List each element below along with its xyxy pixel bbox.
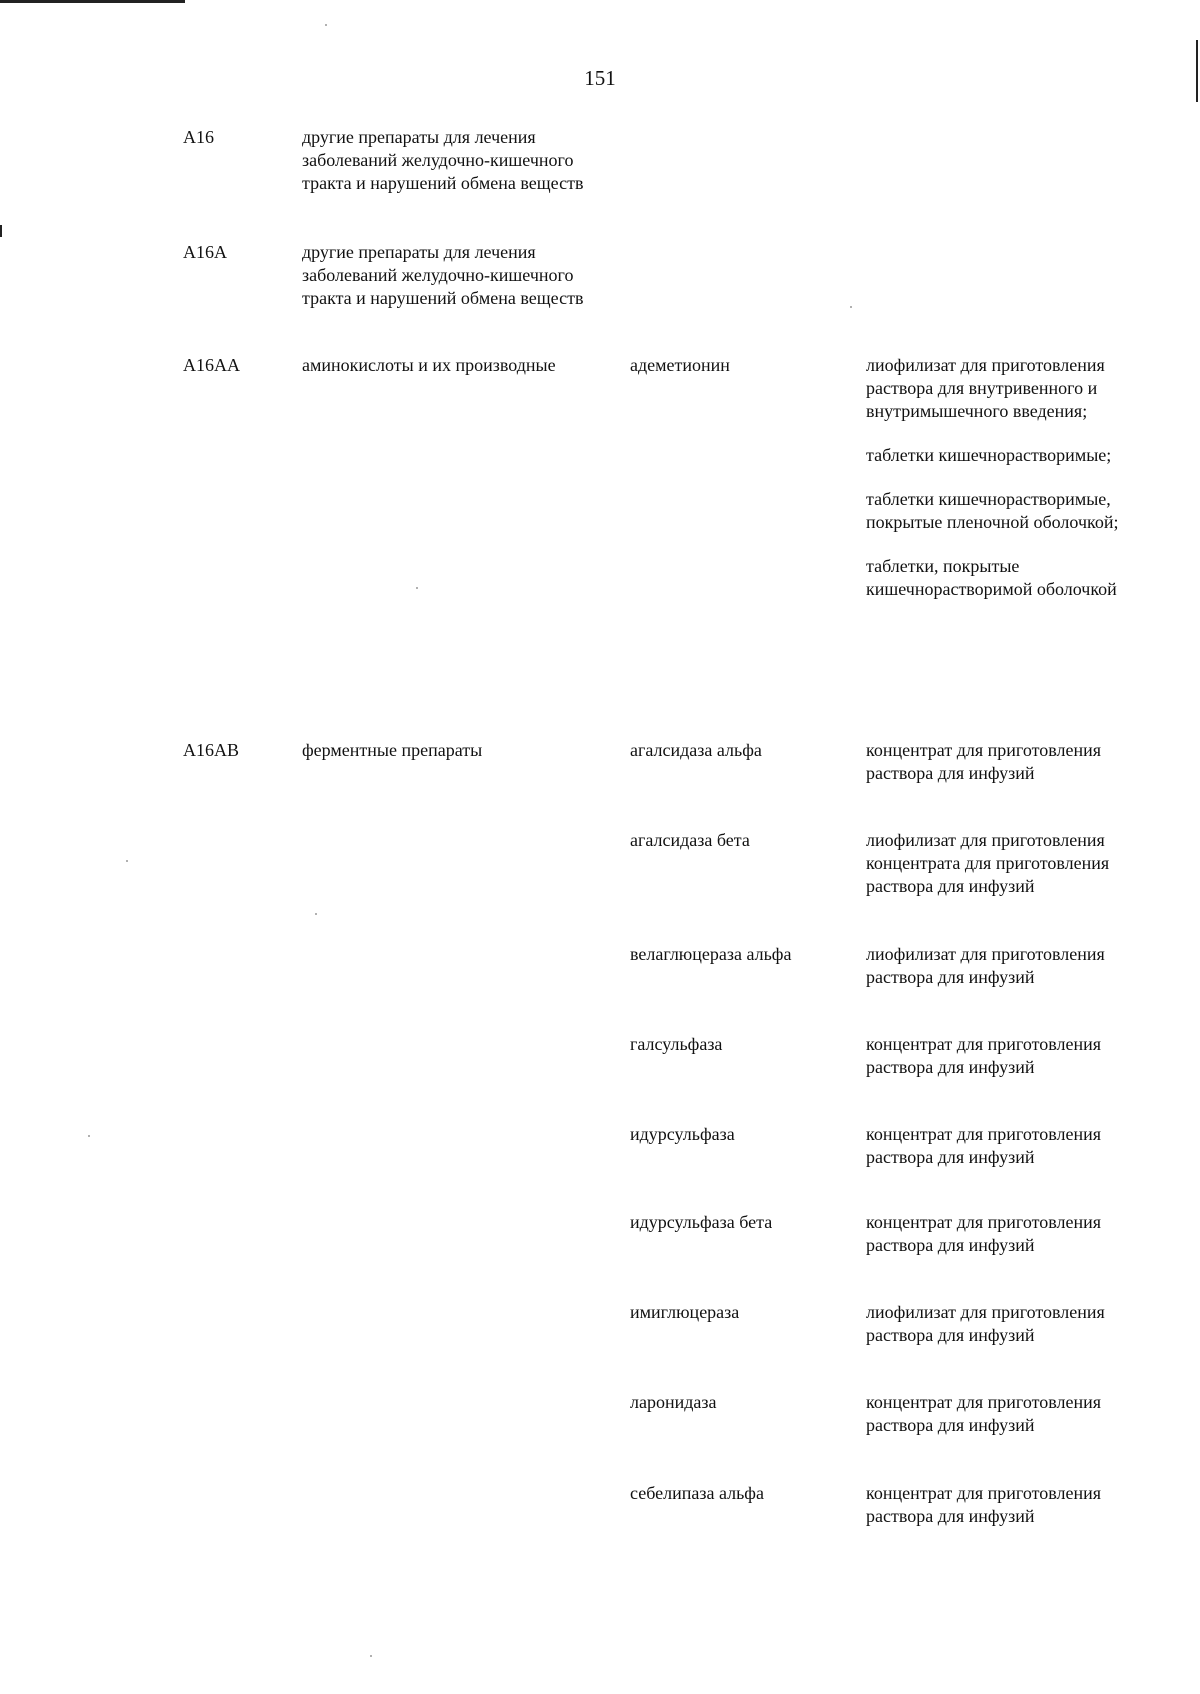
dosage-form: концентрат для приготовления раствора для инфузий bbox=[866, 1483, 1101, 1526]
scan-edge-left bbox=[0, 225, 2, 237]
drug-name: идурсульфаза bbox=[630, 1124, 735, 1144]
scan-speck bbox=[370, 1655, 372, 1657]
scan-speck bbox=[315, 913, 317, 915]
atc-group-name: другие препараты для лечения заболеваний желудочно-кишечного тракта и нарушений обмена веществ bbox=[302, 242, 584, 308]
dosage-form: лиофилизат для приготовления раствора для инфузий bbox=[866, 1302, 1105, 1345]
dosage-form: таблетки, покрытые кишечнорастворимой оболочкой bbox=[866, 556, 1117, 599]
atc-code: A16AA bbox=[183, 355, 240, 375]
atc-group-name: аминокислоты и их производные bbox=[302, 355, 556, 375]
drug-name: себелипаза альфа bbox=[630, 1483, 764, 1503]
dosage-form: таблетки кишечнорастворимые, покрытые пленочной оболочкой; bbox=[866, 489, 1119, 532]
atc-group-name: другие препараты для лечения заболеваний желудочно-кишечного тракта и нарушений обмена веществ bbox=[302, 127, 584, 193]
dosage-forms bbox=[866, 1391, 1166, 1437]
scan-speck bbox=[126, 860, 128, 862]
page-number: 151 bbox=[584, 66, 616, 90]
scan-speck bbox=[850, 306, 852, 308]
dosage-forms bbox=[866, 1211, 1166, 1257]
dosage-forms bbox=[866, 943, 1166, 989]
drug-name: адеметионин bbox=[630, 355, 730, 375]
atc-code: A16 bbox=[183, 127, 214, 147]
dosage-form: лиофилизат для приготовления концентрата для приготовления раствора для инфузий bbox=[866, 830, 1110, 896]
drug-name: агалсидаза бета bbox=[630, 830, 750, 850]
dosage-form: концентрат для приготовления раствора для инфузий bbox=[866, 1034, 1101, 1077]
atc-code: A16A bbox=[183, 242, 227, 262]
scan-speck bbox=[325, 24, 327, 26]
dosage-form: лиофилизат для приготовления раствора для инфузий bbox=[866, 944, 1105, 987]
dosage-forms bbox=[866, 1033, 1166, 1079]
drug-name: идурсульфаза бета bbox=[630, 1212, 773, 1232]
dosage-forms bbox=[866, 354, 1166, 601]
scan-speck bbox=[416, 587, 418, 589]
drug-name: агалсидаза альфа bbox=[630, 740, 762, 760]
dosage-forms bbox=[866, 829, 1166, 898]
dosage-form: концентрат для приготовления раствора для инфузий bbox=[866, 1392, 1101, 1435]
dosage-form: концентрат для приготовления раствора для инфузий bbox=[866, 1124, 1101, 1167]
atc-code: A16AB bbox=[183, 740, 240, 760]
dosage-form: таблетки кишечнорастворимые; bbox=[866, 445, 1112, 465]
dosage-form: концентрат для приготовления раствора для инфузий bbox=[866, 740, 1101, 783]
dosage-forms bbox=[866, 1301, 1166, 1347]
drug-name: галсульфаза bbox=[630, 1034, 723, 1054]
dosage-form: лиофилизат для приготовления раствора для внутривенного и внутримышечного введения; bbox=[866, 355, 1105, 421]
dosage-forms bbox=[866, 1123, 1166, 1169]
atc-group-name: ферментные препараты bbox=[302, 740, 483, 760]
dosage-form: концентрат для приготовления раствора для инфузий bbox=[866, 1212, 1101, 1255]
drug-name: ларонидаза bbox=[630, 1392, 717, 1412]
drug-name: велаглюцераза альфа bbox=[630, 944, 792, 964]
scan-speck bbox=[88, 1135, 90, 1137]
drug-name: имиглюцераза bbox=[630, 1302, 740, 1322]
scan-edge-top-left bbox=[0, 0, 185, 3]
dosage-forms bbox=[866, 1482, 1166, 1528]
dosage-forms bbox=[866, 739, 1166, 785]
